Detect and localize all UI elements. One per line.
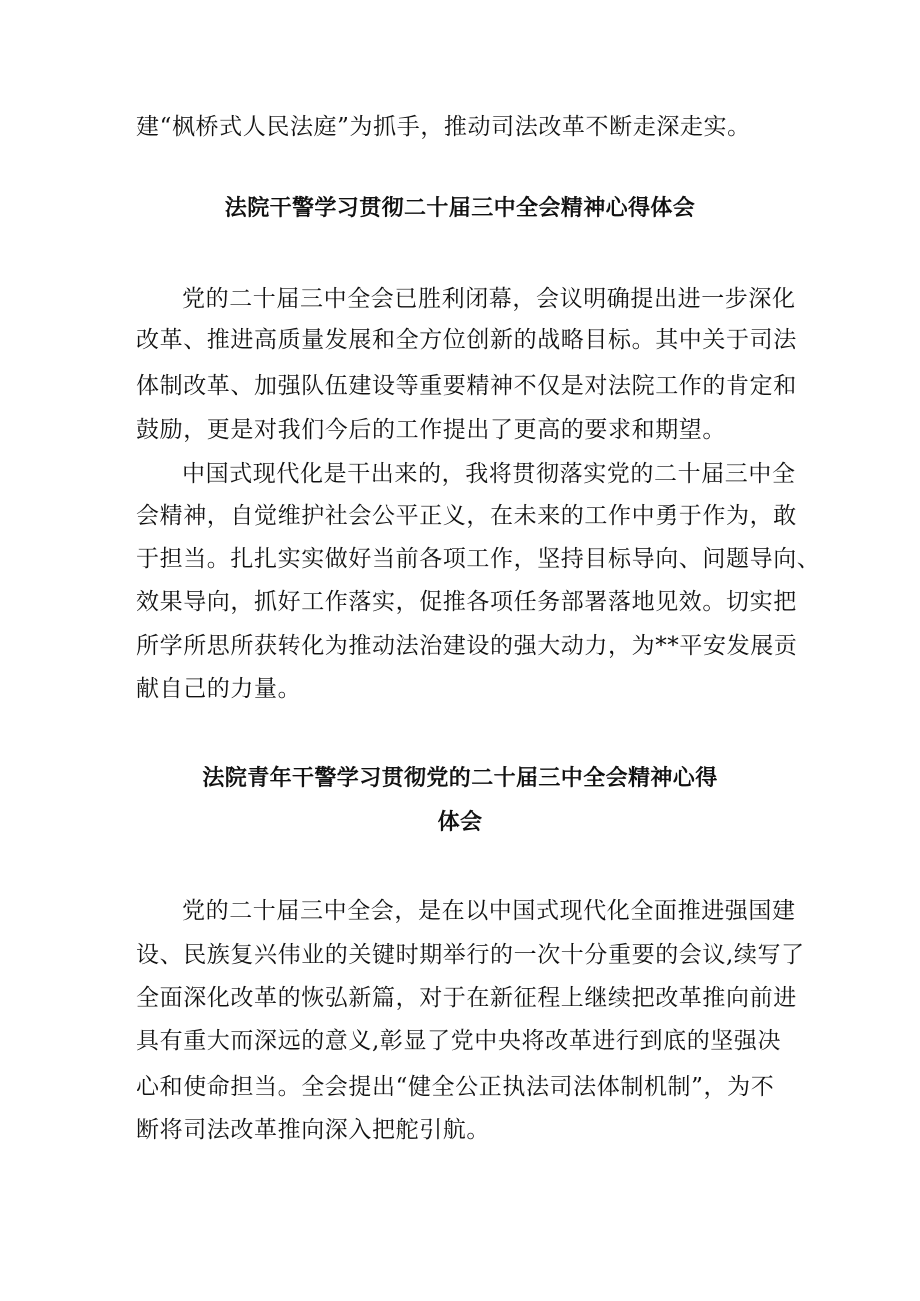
text-line: 全面深化改革的恢弘新篇，对于在新征程上继续把改革推向前进 [136, 985, 797, 1011]
text-line: 具有重大而深远的意义,彰显了党中央将改革进行到底的坚强决 [136, 1028, 782, 1054]
section-1-title: 法院干警学习贯彻二十届三中全会精神心得体会 [224, 196, 696, 221]
section-2-title-line-2: 体会 [437, 810, 483, 835]
intro-paragraph-tail: 建“枫桥式人民法庭”为抓手，推动司法改革不断走深走实。 [136, 114, 751, 140]
text-line: 心和使命担当。全会提出“健全公正执法司法体制机制”，为不 [136, 1074, 775, 1100]
text-line: 献自己的力量。 [136, 676, 302, 702]
text-line: 于担当。扎扎实实做好当前各项工作，坚持目标导向、问题导向、 [136, 546, 821, 572]
text-line: 党的二十届三中全会，是在以中国式现代化全面推进强国建 [182, 898, 796, 924]
text-line: 体制改革、加强队伍建设等重要精神不仅是对法院工作的肯定和 [136, 373, 797, 399]
text-line: 断将司法改革推向深入把舵引航。 [136, 1117, 490, 1143]
text-line: 会精神，自觉维护社会公平正义，在未来的工作中勇于作为，敢 [136, 503, 797, 529]
text-line: 党的二十届三中全会已胜利闭幕，会议明确提出进一步深化 [182, 286, 796, 312]
text-line: 中国式现代化是干出来的，我将贯彻落实党的二十届三中全 [182, 461, 796, 487]
text-line: 设、民族复兴伟业的关键时期举行的一次十分重要的会议,续写了 [136, 942, 805, 968]
text-line: 效果导向，抓好工作落实，促推各项任务部署落地见效。切实把 [136, 589, 797, 615]
text-line: 所学所思所获转化为推动法治建设的强大动力，为**平安发展贡 [136, 633, 798, 659]
text-line: 鼓励，更是对我们今后的工作提出了更高的要求和期望。 [136, 417, 726, 443]
section-2-title-line-1: 法院青年干警学习贯彻党的二十届三中全会精神心得 [202, 766, 718, 791]
text-line: 改革、推进高质量发展和全方位创新的战略目标。其中关于司法 [136, 327, 797, 353]
